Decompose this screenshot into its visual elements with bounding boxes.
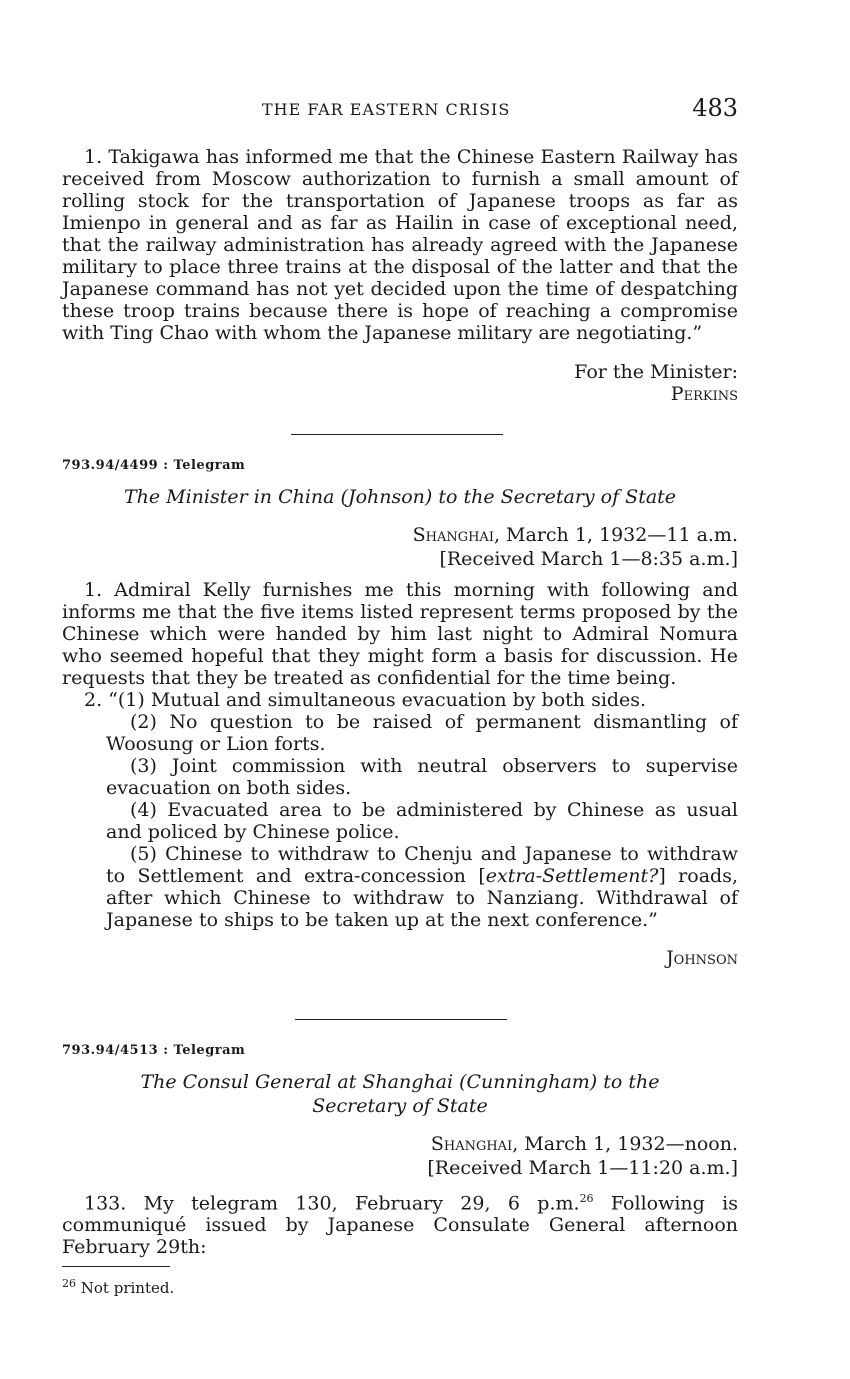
item-4: (4) Evacuated area to be administered by Chinese as usual and policed by Chinese police. <box>106 799 738 843</box>
footnote-text: Not printed. <box>76 1279 175 1298</box>
item-5-text-b: ] roads, after which Chinese to withdraw to Nanziang. Withdrawal of Japanese to ships to be taken up at the next conference.” <box>106 865 738 931</box>
item-5-italic: extra-Settlement? <box>485 865 659 887</box>
paragraph-takigawa: 1. Takigawa has informed me that the Chinese Eastern Railway has received from Moscow authorization to furnish a small amount of rolling stock for the transportation of Japanese troops as far as Imienpo in general and as far as Hailin in case of exceptional need, that the railway administration has already agreed with the Japanese military to place three trains at the disposal of the latter and that the Japanese command has not yet decided upon the time of despatching these troop trains because there is hope of reaching a compromise with Ting Chao with whom the Japanese military are negotiating.” <box>62 146 738 344</box>
section-2 <box>62 458 738 969</box>
paragraph-kelly: 1. Admiral Kelly furnishes me this morning with following and informs me that the five items listed represent terms proposed by the Chinese which were handed by him last night to Admiral Nomura who seemed hopeful that they might form a basis for discussion. He requests that they be treated as confidential for the time being. <box>62 579 738 689</box>
received-line: [Received March 1—11:20 a.m.] <box>427 1157 738 1179</box>
footnote <box>62 1277 738 1297</box>
footnote-rule <box>62 1266 170 1267</box>
doc-id-4499: 793.94/4499 : Telegram <box>62 458 246 473</box>
signature-perkins: Perkins <box>670 383 738 405</box>
telegram-heading-johnson: The Minister in China (Johnson) to the Secretary of State <box>123 486 677 508</box>
paragraph-text-a: 133. My telegram 130, February 29, 6 p.m. <box>84 1192 580 1215</box>
dateline <box>62 523 738 547</box>
telegram-heading-line-1: The Consul General at Shanghai (Cunningham) to the <box>140 1071 660 1093</box>
footnote-ref: 26 <box>579 1192 594 1205</box>
paragraph-communique <box>62 1188 738 1258</box>
item-1: 2. “(1) Mutual and simultaneous evacuation by both sides. <box>84 689 647 711</box>
received-line: [Received March 1—8:35 a.m.] <box>439 548 738 570</box>
item-5-text-a: (5) Chinese to withdraw to Chenju and Japanese to withdraw to Settlement and extra-concession [ <box>106 843 738 887</box>
dateline-date: , March 1, 1932—11 a.m. <box>493 524 738 546</box>
running-title: THE FAR EASTERN CRISIS <box>262 100 511 119</box>
telegram-heading-line-2: Secretary of State <box>312 1095 488 1117</box>
dateline-date: , March 1, 1932—noon. <box>512 1133 738 1155</box>
running-head <box>62 96 738 126</box>
closing-line: For the Minister: <box>574 361 738 383</box>
item-5 <box>62 843 738 931</box>
doc-id-4513: 793.94/4513 : Telegram <box>62 1043 246 1058</box>
divider-1 <box>62 434 738 435</box>
rule <box>295 1019 507 1020</box>
dateline-place: Shanghai <box>412 524 494 546</box>
signature-johnson: Johnson <box>666 947 738 969</box>
footnote-mark: 26 <box>62 1277 76 1291</box>
item-2: (2) No question to be raised of permanent dismantling of Woosung or Lion forts. <box>106 711 738 755</box>
item-3: (3) Joint commission with neutral observers to supervise evacuation on both sides. <box>106 755 738 799</box>
section-3 <box>62 1043 738 1297</box>
dateline-place: Shanghai <box>430 1133 513 1155</box>
paragraph-text-b: Following is communiqué issued by Japanese Consulate General afternoon February 29th: <box>62 1192 738 1259</box>
section-1 <box>62 146 738 405</box>
dateline <box>62 1132 738 1156</box>
divider-2 <box>62 1019 738 1020</box>
rule <box>291 434 503 435</box>
page-number: 483 <box>692 94 738 122</box>
